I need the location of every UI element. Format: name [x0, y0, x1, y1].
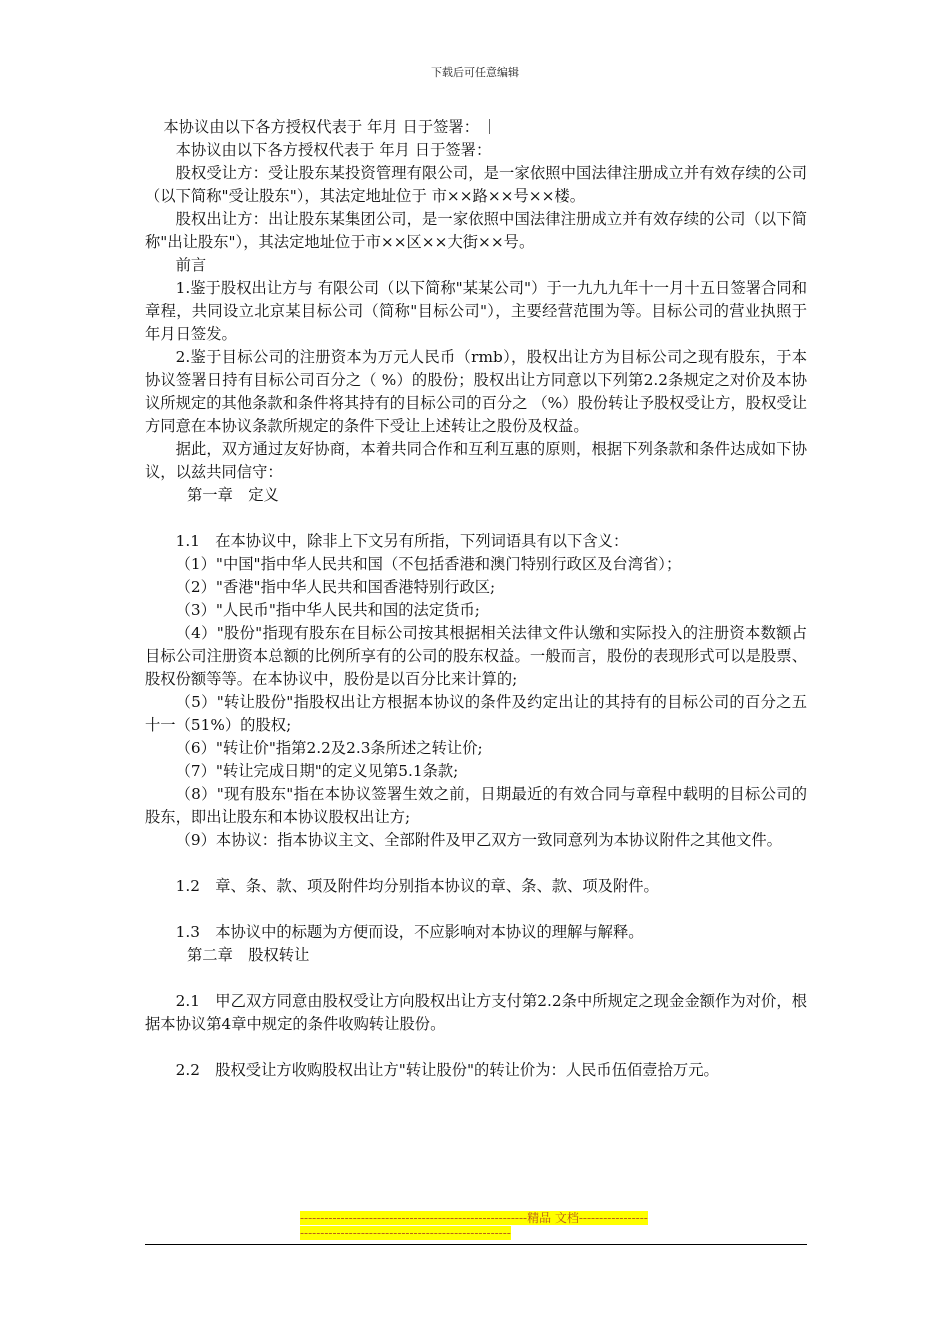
spacer: [145, 967, 807, 990]
clause-1-3: 1.3 本协议中的标题为方便而设，不应影响对本协议的理解与解释。: [175, 923, 644, 941]
clause-1-1: 1.1 在本协议中，除非上下文另有所指，下列词语具有以下含义：: [175, 532, 629, 550]
footer-watermark-text: --------------------------------------------------------精品 文档---------------------------------------------------------------------: [300, 1211, 648, 1240]
definition-1: （1）"中国"指中华人民共和国（不包括香港和澳门特别行政区及台湾省）；: [175, 555, 682, 573]
definition-4: （4）"股份"指现有股东在目标公司按其根据相关法律文件认缴和实际投入的注册资本数额占目标公司注册资本总额的比例所享有的公司的股东权益。一般而言，股份的表现形式可以是股票、股权份额等等。在本协议中，股份是以百分比来计算的;: [145, 624, 807, 688]
clause-2-2: 2.2 股权受让方收购股权出让方"转让股份"的转让价为：人民币伍佰壹拾万元。: [175, 1061, 719, 1079]
spacer: [145, 898, 807, 921]
document-body: [145, 116, 807, 1082]
preamble-heading: 前言: [175, 256, 207, 274]
spacer: [145, 852, 807, 875]
clause-2-1: 2.1 甲乙双方同意由股权受让方向股权出让方支付第2.2条中所规定之现金金额作为对价，根据本协议第4章中规定的条件收购转让股份。: [145, 992, 807, 1033]
agreement-intro: 据此，双方通过友好协商，本着共同合作和互利互惠的原则，根据下列条款和条件达成如下协议，以兹共同信守：: [145, 440, 807, 481]
transferor-paragraph: 股权出让方：出让股东某集团公司，是一家依照中国法律注册成立并有效存续的公司（以下简称"出让股东"），其法定地址位于市××区××大街××号。: [145, 210, 807, 251]
spacer: [145, 1036, 807, 1059]
page-header: 下载后可任意编辑: [431, 66, 519, 79]
signing-line-text: 本协议由以下各方授权代表于 年月 日于签署：: [163, 118, 480, 136]
recital-1: 1.鉴于股权出让方与 有限公司（以下简称"某某公司"）于一九九九年十一月十五日签署合同和章程，共同设立北京某目标公司（简称"目标公司"），主要经营范围为等。目标公司的营业执照于年月日签发。: [145, 279, 807, 343]
definition-9: （9）本协议：指本协议主文、全部附件及甲乙双方一致同意列为本协议附件之其他文件。: [175, 831, 782, 849]
signing-paragraph: 本协议由以下各方授权代表于 年月 日于签署：: [175, 141, 492, 159]
spacer: [145, 507, 807, 530]
definition-3: （3）"人民币"指中华人民共和国的法定货币;: [175, 601, 480, 619]
text-cursor: [489, 119, 490, 134]
definition-7: （7）"转让完成日期"的定义见第5.1条款;: [175, 762, 459, 780]
definition-2: （2）"香港"指中华人民共和国香港特别行政区;: [175, 578, 496, 596]
transferee-paragraph: 股权受让方：受让股东某投资管理有限公司，是一家依照中国法律注册成立并有效存续的公司（以下简称"受让股东"），其法定地址位于 市××路××号××楼。: [145, 164, 807, 205]
footer-watermark: [300, 1211, 650, 1241]
footer-rule: [145, 1244, 807, 1245]
definition-8: （8）"现有股东"指在本协议签署生效之前，日期最近的有效合同与章程中载明的目标公司的股东，即出让股东和本协议股权出让方;: [145, 785, 807, 826]
definition-6: （6）"转让价"指第2.2及2.3条所述之转让价;: [175, 739, 483, 757]
chapter-1-heading: 第一章 定义: [187, 486, 279, 504]
recital-2: 2.鉴于目标公司的注册资本为万元人民币（rmb），股权出让方为目标公司之现有股东，于本协议签署日持有目标公司百分之（ %）的股份；股权出让方同意以下列第2.2条规定之对价及本协议所规定的其他条款和条件将其持有的目标公司的百分之 （%）股份转让予股权受让方，股权受让方同意在本协议条款所规定的条件下受让上述转让之股份及权益。: [145, 348, 807, 435]
chapter-2-heading: 第二章 股权转让: [187, 946, 310, 964]
definition-5: （5）"转让股份"指股权出让方根据本协议的条件及约定出让的其持有的目标公司的百分之五十一（51%）的股权;: [145, 693, 807, 734]
signing-line: [145, 116, 807, 139]
clause-1-2: 1.2 章、条、款、项及附件均分别指本协议的章、条、款、项及附件。: [175, 877, 659, 895]
